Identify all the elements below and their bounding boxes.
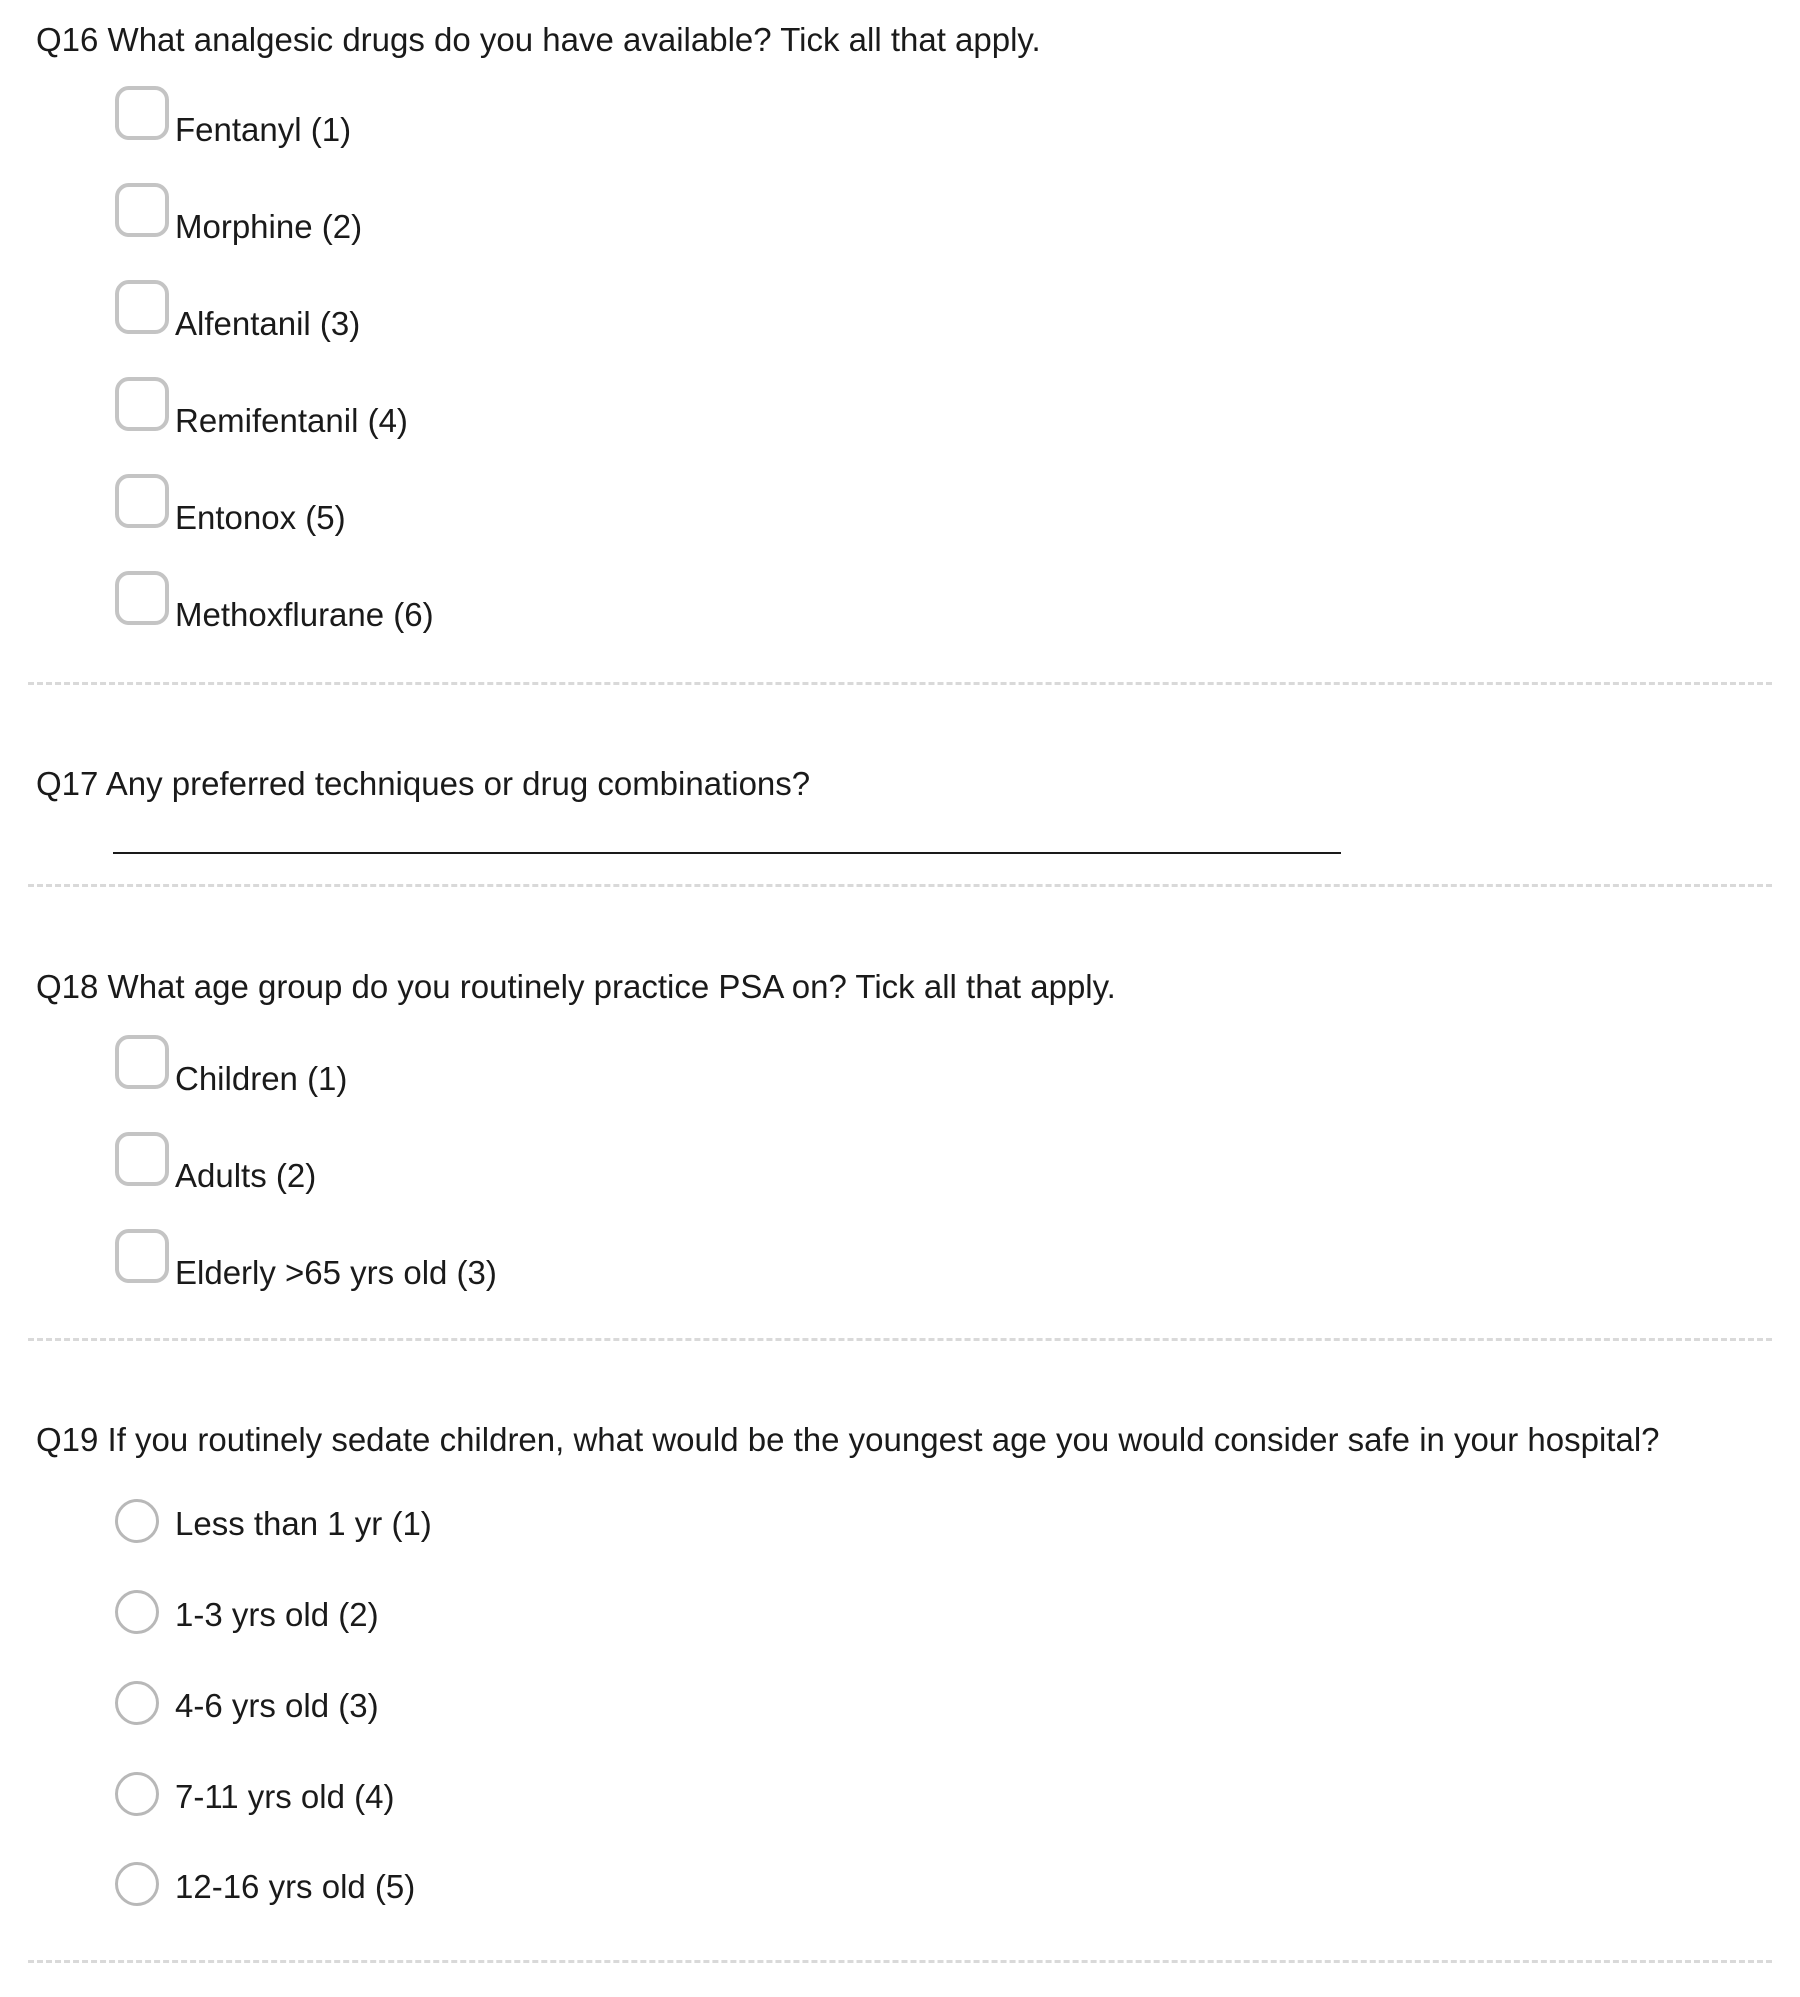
q18-label-elderly: Elderly >65 yrs old (3)	[175, 1254, 497, 1291]
q19-option-less-than-1[interactable]	[115, 1499, 1015, 1563]
question-divider	[28, 1338, 1772, 1341]
q16-label-alfentanil: Alfentanil (3)	[175, 305, 361, 342]
q16-title: Q16 What analgesic drugs do you have available? Tick all that apply.	[36, 21, 1041, 58]
q19-title: Q19 If you routinely sedate children, what would be the youngest age you would consider safe in your hospital?	[36, 1421, 1660, 1458]
q16-option-morphine[interactable]	[115, 183, 1015, 247]
q16-option-alfentanil[interactable]	[115, 280, 1015, 344]
question-divider	[28, 884, 1772, 887]
q16-checkbox-entonox[interactable]	[115, 474, 169, 528]
q16-label-entonox: Entonox (5)	[175, 499, 346, 536]
q16-option-fentanyl[interactable]	[115, 86, 1015, 150]
q19-label-1-3: 1-3 yrs old (2)	[175, 1596, 379, 1633]
q18-option-children[interactable]	[115, 1035, 1015, 1099]
q16-label-remifentanil: Remifentanil (4)	[175, 402, 408, 439]
q18-checkbox-adults[interactable]	[115, 1132, 169, 1186]
q18-label-adults: Adults (2)	[175, 1157, 317, 1194]
q17-answer-input[interactable]	[113, 818, 1341, 854]
q19-radio-4-6[interactable]	[115, 1681, 159, 1725]
q19-radio-less-than-1[interactable]	[115, 1499, 159, 1543]
q18-title: Q18 What age group do you routinely practice PSA on? Tick all that apply.	[36, 968, 1116, 1005]
q19-option-1-3[interactable]	[115, 1590, 1015, 1654]
q18-option-elderly[interactable]	[115, 1229, 1015, 1293]
q16-label-morphine: Morphine (2)	[175, 208, 363, 245]
q16-checkbox-fentanyl[interactable]	[115, 86, 169, 140]
q19-option-4-6[interactable]	[115, 1681, 1015, 1745]
q16-label-methoxflurane: Methoxflurane (6)	[175, 596, 434, 633]
q16-checkbox-alfentanil[interactable]	[115, 280, 169, 334]
q19-radio-7-11[interactable]	[115, 1772, 159, 1816]
q16-option-entonox[interactable]	[115, 474, 1015, 538]
q16-checkbox-methoxflurane[interactable]	[115, 571, 169, 625]
q19-label-less-than-1: Less than 1 yr (1)	[175, 1505, 432, 1542]
q16-option-methoxflurane[interactable]	[115, 571, 1015, 635]
q16-option-remifentanil[interactable]	[115, 377, 1015, 441]
q19-label-4-6: 4-6 yrs old (3)	[175, 1687, 379, 1724]
question-divider	[28, 682, 1772, 685]
q18-checkbox-elderly[interactable]	[115, 1229, 169, 1283]
q18-option-adults[interactable]	[115, 1132, 1015, 1196]
q19-radio-12-16[interactable]	[115, 1862, 159, 1906]
q19-option-12-16[interactable]	[115, 1862, 1015, 1926]
question-divider	[28, 1960, 1772, 1963]
q19-label-12-16: 12-16 yrs old (5)	[175, 1868, 416, 1905]
q18-label-children: Children (1)	[175, 1060, 348, 1097]
q19-radio-1-3[interactable]	[115, 1590, 159, 1634]
q16-checkbox-morphine[interactable]	[115, 183, 169, 237]
q16-checkbox-remifentanil[interactable]	[115, 377, 169, 431]
q16-label-fentanyl: Fentanyl (1)	[175, 111, 352, 148]
q19-label-7-11: 7-11 yrs old (4)	[175, 1778, 395, 1815]
q18-checkbox-children[interactable]	[115, 1035, 169, 1089]
q19-option-7-11[interactable]	[115, 1772, 1015, 1836]
q17-title: Q17 Any preferred techniques or drug combinations?	[36, 765, 811, 802]
